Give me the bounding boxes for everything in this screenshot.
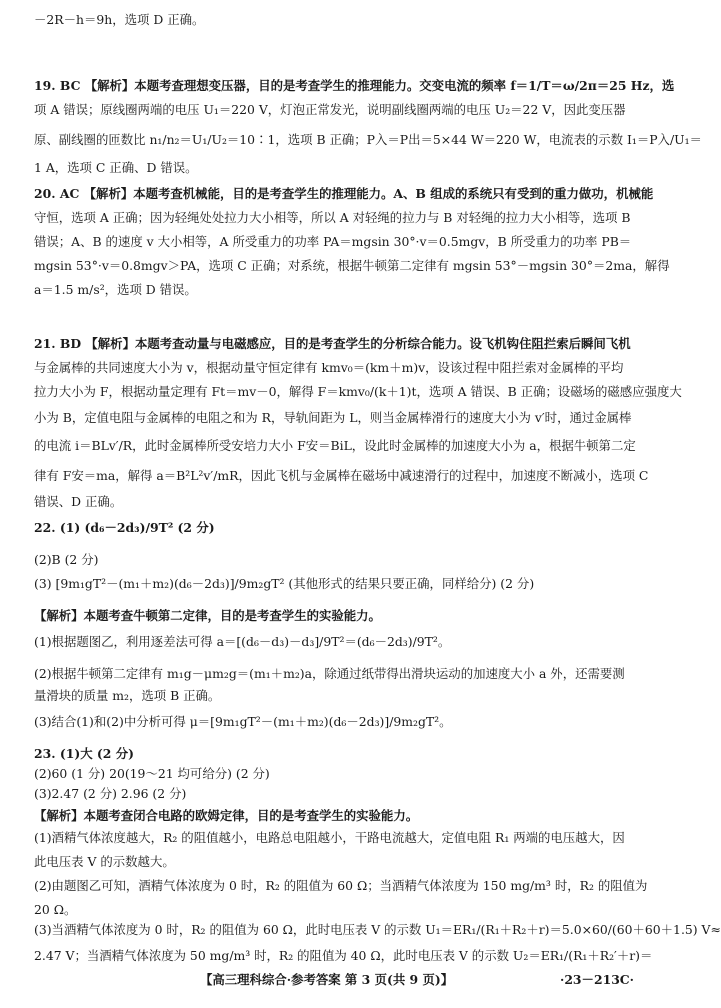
text-line: 错误、D 正确。 [34,494,123,509]
text-line: 【解析】本题考查闭合电路的欧姆定律，目的是考查学生的实验能力。 [34,808,419,823]
text-line: (2)由题图乙可知，酒精气体浓度为 0 时，R₂ 的阻值为 60 Ω；当酒精气体浓度为 150 mg/m³ 时，R₂ 的阻值为 [34,878,648,893]
text-line: 守恒，选项 A 正确；因为轻绳处处拉力大小相等，所以 A 对轻绳的拉力与 B 对轻绳的拉力大小相等，选项 B [34,210,631,225]
text-line: 19. BC 【解析】本题考查理想变压器，目的是考查学生的推理能力。交变电流的频率 f＝1/T＝ω/2π＝25 Hz，选 [34,78,675,93]
text-line: 量滑块的质量 m₂，选项 B 正确。 [34,688,221,703]
text-line: 拉力大小为 F，根据动量定理有 Ft＝mv－0，解得 F＝kmv₀/(k＋1)t，选项 A 错误、B 正确；设磁场的磁感应强度大 [34,384,682,399]
footer-page-info: 【高三理科综合·参考答案 第 3 页(共 9 页)】 [200,972,454,987]
text-line: (3)当酒精气体浓度为 0 时，R₂ 的阻值为 60 Ω，此时电压表 V 的示数 U₁＝ER₁/(R₁＋R₂＋r)＝5.0×60/(60＋60＋1.5) V≈ [34,922,721,937]
text-line: 1 A，选项 C 正确、D 错误。 [34,160,198,175]
text-line: 21. BD 【解析】本题考查动量与电磁感应，目的是考查学生的分析综合能力。设飞机钩住阻拦索后瞬间飞机 [34,336,631,351]
text-line: 此电压表 V 的示数越大。 [34,854,175,869]
text-line: a＝1.5 m/s²，选项 D 错误。 [34,282,197,297]
text-line: (3) [9m₁gT²－(m₁＋m₂)(d₆－2d₃)]/9m₂gT² (其他形式的结果只要正确，同样给分) (2 分) [34,576,535,591]
text-line: (2)根据牛顿第二定律有 m₁g－μm₂g＝(m₁＋m₂)a，除通过纸带得出滑块运动的加速度大小 a 外，还需要测 [34,666,625,681]
text-line: (2)B (2 分) [34,552,99,567]
text-line: 20. AC 【解析】本题考查机械能，目的是考查学生的推理能力。A、B 组成的系统只有受到的重力做功，机械能 [34,186,654,201]
text-line: 22. (1) (d₆－2d₃)/9T² (2 分) [34,520,215,535]
text-line: 【解析】本题考查牛顿第二定律，目的是考查学生的实验能力。 [34,608,381,623]
text-line: (3)2.47 (2 分) 2.96 (2 分) [34,786,187,801]
text-line: 23. (1)大 (2 分) [34,746,134,761]
text-line: 律有 F安＝ma，解得 a＝B²L²v′/mR，因此飞机与金属棒在磁场中减速滑行的过程中，加速度不断减小，选项 C [34,468,649,483]
text-line: 错误；A、B 的速度 v 大小相等，A 所受重力的功率 PA＝mgsin 30°·v＝0.5mgv，B 所受重力的功率 PB＝ [34,234,632,249]
text-line: (3)结合(1)和(2)中分析可得 μ＝[9m₁gT²－(m₁＋m₂)(d₆－2d₃)]/9m₂gT²。 [34,714,452,729]
text-line: 原、副线圈的匝数比 n₁/n₂＝U₁/U₂＝10∶1，选项 B 正确；P入＝P出＝5×44 W＝220 W，电流表的示数 I₁＝P入/U₁＝ [34,132,702,147]
text-line: 与金属棒的共同速度大小为 v，根据动量守恒定律有 kmv₀＝(km＋m)v，设该过程中阻拦索对金属棒的平均 [34,360,624,375]
text-line: 小为 B，定值电阻与金属棒的电阻之和为 R，导轨间距为 L，则当金属棒滑行的速度大小为 v′时，通过金属棒 [34,410,632,425]
text-line: 2.47 V；当酒精气体浓度为 50 mg/m³ 时，R₂ 的阻值为 40 Ω，此时电压表 V 的示数 U₂＝ER₁/(R₁＋R₂′＋r)＝ [34,948,653,963]
text-line: 20 Ω。 [34,902,77,917]
footer-code: ·23－213C· [560,972,634,987]
text-line: 项 A 错误；原线圈两端的电压 U₁＝220 V，灯泡正常发光，说明副线圈两端的电压 U₂＝22 V，因此变压器 [34,102,626,117]
text-line: (2)60 (1 分) 20(19～21 均可给分) (2 分) [34,766,270,781]
text-line: －2R－h＝9h，选项 D 正确。 [34,12,205,27]
text-line: mgsin 53°·v＝0.8mgv＞PA，选项 C 正确；对系统，根据牛顿第二定律有 mgsin 53°－mgsin 30°＝2ma，解得 [34,258,670,273]
text-line: (1)酒精气体浓度越大，R₂ 的阻值越小，电路总电阻越小，干路电流越大，定值电阻 R₁ 两端的电压越大，因 [34,830,625,845]
text-line: (1)根据题图乙，利用逐差法可得 a＝[(d₆－d₃)－d₃]/9T²＝(d₆－2d₃)/9T²。 [34,634,451,649]
text-line: 的电流 i＝BLv′/R，此时金属棒所受安培力大小 F安＝BiL，设此时金属棒的加速度大小为 a，根据牛顿第二定 [34,438,636,453]
